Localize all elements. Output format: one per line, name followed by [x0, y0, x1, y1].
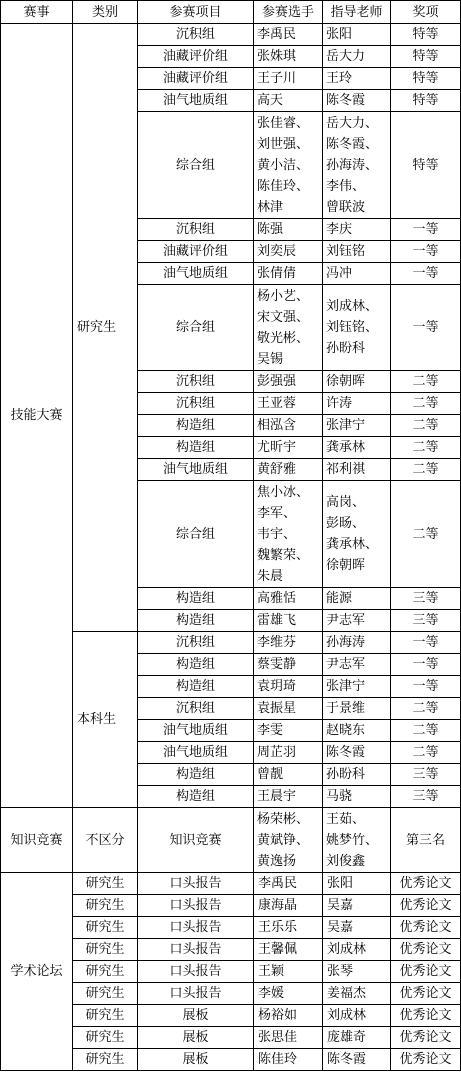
- award-cell: 一等: [391, 632, 461, 654]
- contestant-name: 尤昕宇: [257, 440, 297, 455]
- award-cell: 二等: [391, 698, 461, 720]
- advisor-name: 岳大力: [326, 49, 366, 64]
- advisor-cell: 吴嘉: [323, 917, 391, 939]
- award-cell: 三等: [391, 786, 461, 808]
- category-cell: 研究生: [73, 961, 138, 983]
- item-cell: 油藏评价组: [138, 68, 254, 90]
- advisors-cell: [323, 786, 391, 808]
- category-graduate-cell: 研究生: [73, 24, 138, 632]
- contestant-cell: 王馨佩: [254, 939, 323, 961]
- item-cell: 构造组: [138, 610, 254, 632]
- item-cell: 构造组: [138, 437, 254, 459]
- advisor-name: 徐朝晖: [326, 558, 366, 573]
- advisor-cell: 姜福杰: [323, 983, 391, 1005]
- advisors-cell: [323, 24, 391, 46]
- contestant-name: 彭强强: [257, 374, 297, 389]
- award-cell: 优秀论文: [391, 961, 461, 983]
- advisors-cell: [323, 285, 391, 371]
- contestant-name: 黄舒雅: [257, 462, 297, 477]
- contestants-cell: [254, 46, 323, 68]
- award-cell: 一等: [391, 676, 461, 698]
- contestants-cell: [254, 393, 323, 415]
- advisor-name: 徐朝晖: [326, 374, 366, 389]
- advisors-cell: [323, 371, 391, 393]
- contestants-cell: [254, 241, 323, 263]
- advisors-cell: [323, 459, 391, 481]
- category-cell: 研究生: [73, 939, 138, 961]
- contestants-cell: [254, 263, 323, 285]
- award-cell: 三等: [391, 610, 461, 632]
- contestants-cell: [254, 742, 323, 764]
- contestant-name: 相泓含: [257, 418, 297, 433]
- header-advisors: 指导老师: [323, 1, 391, 24]
- contestant-name: 王晨宇: [257, 789, 297, 804]
- item-cell: 构造组: [138, 654, 254, 676]
- item-cell: 展板: [138, 1049, 254, 1071]
- award-cell: 优秀论文: [391, 983, 461, 1005]
- category-none-cell: 不区分: [73, 808, 138, 873]
- item-cell: 油气地质组: [138, 459, 254, 481]
- item-cell: 构造组: [138, 764, 254, 786]
- contestant-name: 王子川: [257, 71, 297, 86]
- item-cell: 沉积组: [138, 698, 254, 720]
- advisors-cell: [323, 90, 391, 112]
- category-undergraduate-cell: 本科生: [73, 632, 138, 808]
- advisor-name: 孙海涛、: [326, 157, 379, 173]
- contestant-cell: 康海晶: [254, 895, 323, 917]
- contestants-cell: [254, 219, 323, 241]
- advisor-name: 刘钰铭: [326, 244, 366, 259]
- contestant-name: 张倩倩: [257, 266, 297, 281]
- advisors-cell: [323, 68, 391, 90]
- item-cell: 油气地质组: [138, 263, 254, 285]
- item-cell: 口头报告: [138, 895, 254, 917]
- contestants-cell: [254, 459, 323, 481]
- contestant-name: 张佳睿、: [257, 115, 310, 131]
- award-cell: 第三名: [391, 808, 461, 873]
- category-cell: 研究生: [73, 1027, 138, 1049]
- contestant-name: 曾靓: [257, 767, 284, 782]
- advisors-cell: [323, 720, 391, 742]
- item-cell: 知识竞赛: [138, 808, 254, 873]
- advisor-name: 赵晓东: [326, 723, 366, 738]
- item-cell: 构造组: [138, 786, 254, 808]
- event-forum-cell: 学术论坛: [1, 873, 73, 1071]
- advisor-name: 曾联波: [326, 199, 366, 215]
- advisor-name: 陈冬霞: [326, 745, 366, 760]
- advisor-name: 张津宁: [326, 679, 366, 694]
- table-row: [1, 24, 461, 46]
- contestants-cell: [254, 415, 323, 437]
- contestant-name: 刘奕辰: [257, 244, 297, 259]
- contestant-name: 李雯: [257, 723, 284, 738]
- award-cell: 三等: [391, 764, 461, 786]
- category-cell: 研究生: [73, 1049, 138, 1071]
- contestant-name: 黄斌铮、: [257, 832, 310, 848]
- advisor-name: 张津宁: [326, 418, 366, 433]
- advisor-name: 许涛: [326, 396, 353, 411]
- contestants-cell: [254, 720, 323, 742]
- advisor-name: 尹志军: [326, 613, 366, 628]
- contestant-cell: 张思佳: [254, 1027, 323, 1049]
- award-cell: 特等: [391, 46, 461, 68]
- advisor-name: 刘钰铭、: [326, 320, 379, 335]
- award-cell: 一等: [391, 219, 461, 241]
- contestants-cell: [254, 112, 323, 219]
- advisors-cell: [323, 698, 391, 720]
- advisors-cell: [323, 481, 391, 588]
- advisor-cell: 刘成林: [323, 1005, 391, 1027]
- advisors-cell: [323, 588, 391, 610]
- advisor-name: 孙盼科: [326, 767, 366, 782]
- advisor-name: 陈冬霞: [326, 93, 366, 108]
- contestant-name: 袁振星: [257, 701, 297, 716]
- category-cell: 研究生: [73, 983, 138, 1005]
- item-cell: 沉积组: [138, 219, 254, 241]
- header-event: 赛事: [1, 1, 73, 24]
- contestant-name: 宋文强、: [257, 309, 310, 325]
- contestant-name: 高雅恬: [257, 591, 297, 606]
- category-cell: 研究生: [73, 873, 138, 895]
- award-cell: 一等: [391, 241, 461, 263]
- contestants-cell: [254, 90, 323, 112]
- advisor-name: 王茹、: [326, 811, 366, 827]
- contestant-name: 袁玥琦: [257, 679, 297, 694]
- advisor-name: 龚承林: [326, 440, 366, 455]
- contestants-cell: [254, 285, 323, 371]
- contestants-cell: [254, 610, 323, 632]
- contestant-name: 周芷羽: [257, 745, 297, 760]
- award-cell: 三等: [391, 588, 461, 610]
- table-row: [1, 808, 461, 873]
- contestant-name: 朱晨: [257, 568, 284, 584]
- header-row: [1, 1, 461, 24]
- category-cell: 研究生: [73, 1005, 138, 1027]
- award-cell: 二等: [391, 742, 461, 764]
- contestant-cell: 李媛: [254, 983, 323, 1005]
- advisor-cell: 吴嘉: [323, 895, 391, 917]
- award-cell: 优秀论文: [391, 873, 461, 895]
- advisor-name: 张阳: [326, 27, 353, 42]
- event-knowledge-cell: 知识竞赛: [1, 808, 73, 873]
- award-cell: 优秀论文: [391, 895, 461, 917]
- item-cell: 沉积组: [138, 393, 254, 415]
- award-cell: 优秀论文: [391, 1049, 461, 1071]
- contestant-cell: 杨裕如: [254, 1005, 323, 1027]
- contestant-name: 陈强: [257, 222, 284, 237]
- award-cell: 优秀论文: [391, 1027, 461, 1049]
- advisors-cell: [323, 219, 391, 241]
- advisors-cell: [323, 632, 391, 654]
- advisor-name: 刘成林、: [326, 299, 379, 314]
- award-cell: 二等: [391, 393, 461, 415]
- contestant-name: 魏繁荣、: [257, 547, 310, 563]
- advisor-name: 于景维: [326, 701, 366, 716]
- contestants-cell: [254, 764, 323, 786]
- advisors-cell: [323, 654, 391, 676]
- contestant-name: 杨荣彬、: [257, 811, 310, 827]
- contestant-name: 刘世强、: [257, 136, 310, 152]
- contestant-cell: 李禹民: [254, 873, 323, 895]
- advisors-cell: [323, 808, 391, 873]
- contestants-cell: [254, 24, 323, 46]
- advisor-name: 陈冬霞、: [326, 136, 379, 152]
- item-cell: 展板: [138, 1027, 254, 1049]
- item-cell: 构造组: [138, 415, 254, 437]
- contestant-name: 王亚蓉: [257, 396, 297, 411]
- contestant-name: 李维芬: [257, 635, 297, 650]
- item-cell: 油气地质组: [138, 720, 254, 742]
- awards-table-body: [1, 24, 461, 1071]
- advisor-name: 刘俊鑫: [326, 853, 366, 869]
- award-cell: 优秀论文: [391, 917, 461, 939]
- advisor-name: 能源: [326, 591, 353, 606]
- contestant-name: 杨小艺、: [257, 288, 310, 304]
- advisor-name: 姚梦竹、: [326, 832, 379, 848]
- award-cell: 特等: [391, 24, 461, 46]
- advisor-name: 岳大力、: [326, 115, 379, 131]
- contestants-cell: [254, 786, 323, 808]
- item-cell: 沉积组: [138, 632, 254, 654]
- item-cell: 综合组: [138, 285, 254, 371]
- advisors-cell: [323, 241, 391, 263]
- contestant-name: 蔡雯静: [257, 657, 297, 672]
- advisor-cell: 张阳: [323, 873, 391, 895]
- advisor-name: 王玲: [326, 71, 353, 86]
- award-cell: 一等: [391, 654, 461, 676]
- award-cell: 特等: [391, 90, 461, 112]
- award-cell: 特等: [391, 68, 461, 90]
- advisors-cell: [323, 742, 391, 764]
- contestant-name: 黄逸扬: [257, 853, 297, 869]
- item-cell: 沉积组: [138, 371, 254, 393]
- category-cell: 研究生: [73, 895, 138, 917]
- award-cell: 一等: [391, 263, 461, 285]
- contestants-cell: [254, 437, 323, 459]
- category-cell: 研究生: [73, 917, 138, 939]
- advisors-cell: [323, 263, 391, 285]
- award-cell: 一等: [391, 285, 461, 371]
- advisor-name: 尹志军: [326, 657, 366, 672]
- item-cell: 口头报告: [138, 961, 254, 983]
- advisor-name: 高岗、: [326, 495, 366, 510]
- header-award: 奖项: [391, 1, 461, 24]
- contestant-name: 李禹民: [257, 27, 297, 42]
- contestants-cell: [254, 654, 323, 676]
- table-row: [1, 873, 461, 895]
- advisors-cell: [323, 112, 391, 219]
- header-item: 参赛项目: [138, 1, 254, 24]
- contestants-cell: [254, 676, 323, 698]
- contestant-name: 张姝琪: [257, 49, 297, 64]
- item-cell: 展板: [138, 1005, 254, 1027]
- advisors-cell: [323, 610, 391, 632]
- advisor-cell: 陈冬霞: [323, 1049, 391, 1071]
- advisor-cell: 庞雄奇: [323, 1027, 391, 1049]
- item-cell: 构造组: [138, 676, 254, 698]
- award-cell: 二等: [391, 481, 461, 588]
- contestants-cell: [254, 808, 323, 873]
- advisor-name: 孙海涛: [326, 635, 366, 650]
- contestant-cell: 王乐乐: [254, 917, 323, 939]
- item-cell: 口头报告: [138, 917, 254, 939]
- contestant-name: 陈佳玲、: [257, 178, 310, 194]
- item-cell: 油气地质组: [138, 742, 254, 764]
- advisors-cell: [323, 764, 391, 786]
- contestant-name: 韦宇、: [257, 526, 297, 542]
- advisor-name: 李伟、: [326, 178, 366, 194]
- header-contestants: 参赛选手: [254, 1, 323, 24]
- award-cell: 二等: [391, 437, 461, 459]
- advisor-name: 马骁: [326, 789, 353, 804]
- award-cell: 优秀论文: [391, 1005, 461, 1027]
- contestants-cell: [254, 481, 323, 588]
- contestant-name: 焦小冰、: [257, 484, 310, 500]
- contestant-name: 雷雄飞: [257, 613, 297, 628]
- award-cell: 特等: [391, 112, 461, 219]
- contestant-cell: 王颖: [254, 961, 323, 983]
- item-cell: 综合组: [138, 481, 254, 588]
- award-cell: 二等: [391, 459, 461, 481]
- contestant-name: 黄小洁、: [257, 157, 310, 173]
- award-cell: 二等: [391, 720, 461, 742]
- advisor-cell: 刘成林: [323, 939, 391, 961]
- advisors-cell: [323, 676, 391, 698]
- advisor-cell: 张琴: [323, 961, 391, 983]
- advisors-cell: [323, 437, 391, 459]
- contestant-cell: 陈佳玲: [254, 1049, 323, 1071]
- contestants-cell: [254, 68, 323, 90]
- advisor-name: 祁利祺: [326, 462, 366, 477]
- item-cell: 油藏评价组: [138, 241, 254, 263]
- item-cell: 综合组: [138, 112, 254, 219]
- award-cell: 二等: [391, 371, 461, 393]
- contestant-name: 吴锡: [257, 351, 284, 367]
- contestants-cell: [254, 698, 323, 720]
- award-cell: 二等: [391, 415, 461, 437]
- contestant-name: 李军、: [257, 505, 297, 521]
- contestant-name: 林津: [257, 199, 284, 215]
- advisors-cell: [323, 415, 391, 437]
- item-cell: 油气地质组: [138, 90, 254, 112]
- event-skills-cell: 技能大赛: [1, 24, 73, 808]
- item-cell: 口头报告: [138, 873, 254, 895]
- header-category: 类别: [73, 1, 138, 24]
- award-cell: 优秀论文: [391, 939, 461, 961]
- advisor-name: 龚承林、: [326, 537, 379, 552]
- advisor-name: 李庆: [326, 222, 353, 237]
- contestant-name: 高天: [257, 93, 284, 108]
- item-cell: 沉积组: [138, 24, 254, 46]
- item-cell: 油藏评价组: [138, 46, 254, 68]
- advisor-name: 冯冲: [326, 266, 353, 281]
- advisors-cell: [323, 393, 391, 415]
- advisor-name: 孙盼科: [326, 341, 366, 356]
- item-cell: 构造组: [138, 588, 254, 610]
- contestants-cell: [254, 371, 323, 393]
- advisor-name: 彭旸、: [326, 516, 366, 531]
- contestants-cell: [254, 632, 323, 654]
- item-cell: 口头报告: [138, 983, 254, 1005]
- contestant-name: 敬光彬、: [257, 330, 310, 346]
- item-cell: 口头报告: [138, 939, 254, 961]
- contestants-cell: [254, 588, 323, 610]
- advisors-cell: [323, 46, 391, 68]
